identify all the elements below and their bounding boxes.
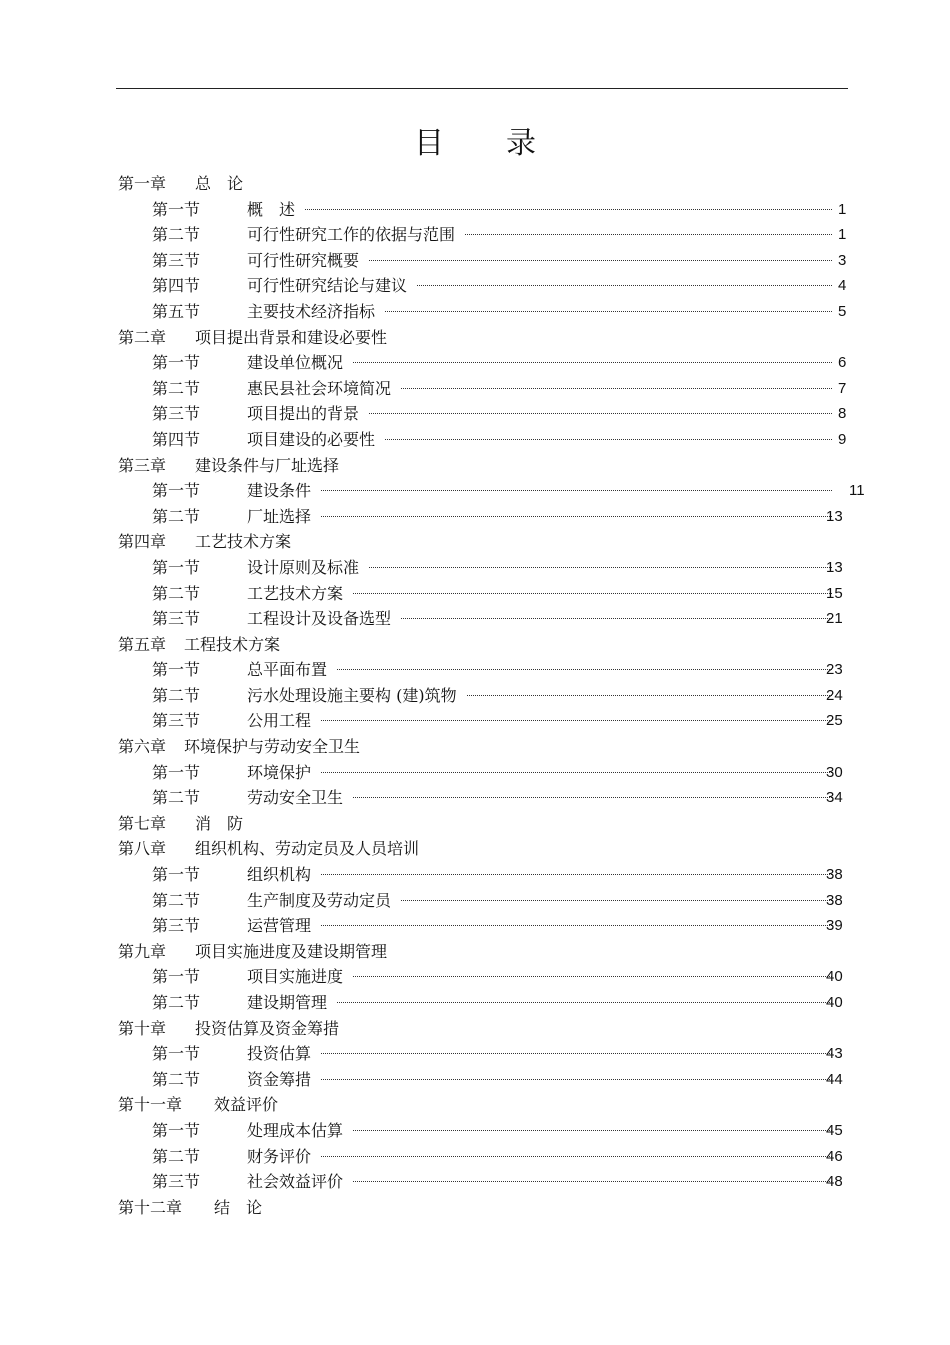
dot-leader: [321, 1053, 832, 1054]
page-number: 25: [826, 712, 843, 730]
section-number: 第三节: [152, 250, 201, 270]
section-title: 工程设计及设备选型: [247, 609, 392, 629]
toc-section: [0, 401, 950, 427]
dot-leader: [353, 976, 832, 977]
section-number: 第一节: [152, 660, 201, 680]
chapter-title: 环境保护与劳动安全卫生: [184, 737, 361, 757]
page-number: 1: [838, 200, 847, 218]
section-number: 第二节: [152, 506, 201, 526]
section-title: 运营管理: [247, 916, 312, 936]
section-number: 第一节: [152, 1120, 201, 1140]
chapter-title: 总 论: [195, 174, 244, 193]
section-title: 可行性研究结论与建议: [247, 276, 408, 296]
toc-section: [0, 1169, 950, 1195]
section-number: 第一节: [152, 762, 201, 782]
section-title: 环境保护: [247, 762, 312, 782]
page-number: 45: [826, 1121, 843, 1139]
page-number: 21: [826, 610, 843, 628]
section-title: 公用工程: [247, 711, 312, 731]
page-number: 13: [826, 507, 843, 525]
toc-section: [0, 990, 950, 1016]
chapter-title: 效益评价: [214, 1095, 279, 1115]
dot-leader: [401, 388, 832, 389]
page-number: 1: [838, 226, 847, 244]
toc-chapter: [0, 734, 950, 760]
section-number: 第五节: [152, 301, 201, 321]
section-number: 第二节: [152, 1146, 201, 1166]
toc-section: [0, 581, 950, 607]
section-number: 第一节: [152, 481, 201, 501]
chapter-title: 工艺技术方案: [195, 532, 292, 552]
dot-leader: [321, 516, 832, 517]
dot-leader: [321, 1079, 832, 1080]
section-title: 建设期管理: [247, 993, 328, 1012]
toc-section: [0, 478, 950, 504]
toc-title-char-2: 录: [506, 126, 536, 161]
chapter-number: 第二章: [118, 327, 167, 347]
chapter-number: 第十一章: [118, 1095, 183, 1115]
section-number: 第四节: [152, 429, 201, 449]
page-number: 38: [826, 866, 843, 884]
section-number: 第二节: [152, 225, 201, 245]
section-number: 第二节: [152, 1069, 201, 1089]
chapter-title: 投资估算及资金筹措: [195, 1018, 340, 1038]
section-number: 第一节: [152, 865, 201, 885]
toc-section: [0, 708, 950, 734]
section-title: 财务评价: [247, 1146, 312, 1166]
toc-section: [0, 683, 950, 709]
dot-leader: [417, 285, 832, 286]
toc-section: [0, 1144, 950, 1170]
toc-section: [0, 427, 950, 453]
page-number: 30: [826, 763, 843, 781]
page-number: 34: [826, 789, 843, 807]
section-title: 处理成本估算: [247, 1120, 344, 1140]
section-title: 设计原则及标准: [247, 557, 360, 577]
section-number: 第二节: [152, 993, 201, 1012]
section-title: 总平面布置: [247, 660, 328, 680]
page-number: 46: [826, 1147, 843, 1165]
dot-leader: [321, 490, 832, 491]
dot-leader: [337, 1002, 832, 1003]
toc-title: [0, 118, 950, 162]
section-number: 第一节: [152, 353, 201, 373]
chapter-number: 第四章: [118, 532, 167, 552]
chapter-title: 项目实施进度及建设期管理: [195, 941, 388, 961]
toc-chapter: [0, 171, 950, 197]
toc-section: [0, 350, 950, 376]
dot-leader: [467, 695, 832, 696]
page-number: 8: [838, 405, 847, 423]
chapter-title: 组织机构、劳动定员及人员培训: [195, 839, 420, 859]
page-number: 39: [826, 917, 843, 935]
section-title: 厂址选择: [247, 506, 312, 526]
section-number: 第二节: [152, 378, 201, 398]
section-number: 第一节: [152, 557, 201, 577]
section-number: 第二节: [152, 890, 201, 910]
page-number: 44: [826, 1070, 843, 1088]
toc-chapter: [0, 1092, 950, 1118]
section-number: 第一节: [152, 199, 201, 219]
toc-section: [0, 785, 950, 811]
section-title: 投资估算: [247, 1044, 312, 1064]
dot-leader: [353, 1181, 832, 1182]
section-number: 第三节: [152, 916, 201, 936]
page-number: 48: [826, 1173, 843, 1191]
toc-chapter: [0, 811, 950, 837]
toc-section: [0, 504, 950, 530]
section-number: 第一节: [152, 967, 201, 987]
toc-chapter: [0, 529, 950, 555]
chapter-title: 工程技术方案: [184, 634, 281, 654]
dot-leader: [369, 260, 832, 261]
toc-section: [0, 862, 950, 888]
toc-section: [0, 913, 950, 939]
toc-chapter: [0, 939, 950, 965]
header-rule: [116, 88, 848, 89]
page-number: 13: [826, 558, 843, 576]
chapter-number: 第五章: [118, 634, 167, 654]
toc-chapter: [0, 453, 950, 479]
section-number: 第二节: [152, 583, 201, 603]
chapter-number: 第八章: [118, 839, 167, 859]
page-number: 23: [826, 661, 843, 679]
section-title: 项目建设的必要性: [247, 429, 376, 449]
dot-leader: [321, 874, 832, 875]
toc-section: [0, 376, 950, 402]
section-title: 资金筹措: [247, 1069, 312, 1089]
dot-leader: [369, 567, 832, 568]
page-number: 3: [838, 251, 847, 269]
chapter-title: 建设条件与厂址选择: [195, 455, 340, 475]
section-title: 建设单位概况: [247, 353, 344, 373]
section-title: 项目实施进度: [247, 967, 344, 987]
section-title: 可行性研究概要: [247, 250, 360, 270]
page-number: 6: [838, 354, 847, 372]
toc-section: [0, 299, 950, 325]
page-number: 4: [838, 277, 847, 295]
toc-section: [0, 606, 950, 632]
toc-section: [0, 222, 950, 248]
section-title: 可行性研究工作的依据与范围: [247, 225, 456, 245]
section-number: 第二节: [152, 788, 201, 808]
chapter-number: 第九章: [118, 941, 167, 961]
page-number: 5: [838, 302, 847, 320]
dot-leader: [465, 234, 832, 235]
dot-leader: [353, 362, 832, 363]
toc-section: [0, 760, 950, 786]
section-title: 社会效益评价: [247, 1172, 344, 1192]
dot-leader: [369, 413, 832, 414]
dot-leader: [321, 1156, 832, 1157]
table-of-contents: [0, 171, 950, 1220]
dot-leader: [385, 311, 832, 312]
toc-section: [0, 1067, 950, 1093]
dot-leader: [321, 925, 832, 926]
chapter-number: 第六章: [118, 737, 167, 757]
section-title: 工艺技术方案: [247, 583, 344, 603]
page-number: 40: [826, 968, 843, 986]
toc-section: [0, 888, 950, 914]
section-number: 第一节: [152, 1044, 201, 1064]
toc-chapter: [0, 325, 950, 351]
page-number: 43: [826, 1045, 843, 1063]
page-number: 40: [826, 994, 843, 1011]
dot-leader: [321, 720, 832, 721]
section-title: 项目提出的背景: [247, 404, 360, 424]
page-number: 7: [838, 379, 847, 397]
dot-leader: [321, 772, 832, 773]
section-number: 第二节: [152, 685, 201, 705]
toc-section: [0, 248, 950, 274]
section-number: 第三节: [152, 609, 201, 629]
dot-leader: [353, 1130, 832, 1131]
chapter-title: 结 论: [214, 1197, 263, 1217]
page-number: 24: [826, 686, 843, 704]
toc-title-char-1: 目: [414, 126, 444, 161]
toc-section: [0, 273, 950, 299]
dot-leader: [305, 209, 832, 210]
toc-section: [0, 657, 950, 683]
section-title: 概 述: [247, 199, 296, 219]
dot-leader: [401, 900, 832, 901]
dot-leader: [353, 797, 832, 798]
chapter-title: 项目提出背景和建设必要性: [195, 327, 388, 347]
page-number: 9: [838, 430, 847, 448]
toc-section: [0, 964, 950, 990]
page-number: 38: [826, 891, 843, 909]
section-title: 劳动安全卫生: [247, 788, 344, 808]
toc-section: [0, 555, 950, 581]
page-number: 11: [849, 482, 865, 500]
section-title: 建设条件: [247, 481, 312, 501]
chapter-title: 消 防: [195, 813, 244, 833]
chapter-number: 第十章: [118, 1018, 167, 1038]
chapter-number: 第七章: [118, 813, 167, 833]
chapter-number: 第三章: [118, 455, 167, 475]
chapter-number: 第十二章: [118, 1197, 183, 1217]
toc-section: [0, 1041, 950, 1067]
section-title: 惠民县社会环境简况: [247, 378, 392, 398]
dot-leader: [385, 439, 832, 440]
dot-leader: [353, 593, 832, 594]
toc-chapter: [0, 836, 950, 862]
section-number: 第四节: [152, 276, 201, 296]
section-title: 组织机构: [247, 865, 312, 885]
section-title: 生产制度及劳动定员: [247, 890, 392, 910]
toc-chapter: [0, 632, 950, 658]
chapter-number: 第一章: [118, 174, 167, 193]
toc-section: [0, 1118, 950, 1144]
toc-chapter: [0, 1195, 950, 1221]
section-number: 第三节: [152, 1172, 201, 1192]
section-title: 污水处理设施主要构 (建)筑物: [247, 685, 457, 705]
section-number: 第三节: [152, 711, 201, 731]
toc-chapter: [0, 1016, 950, 1042]
toc-section: [0, 197, 950, 223]
page-number: 15: [826, 584, 843, 602]
section-title: 主要技术经济指标: [247, 301, 376, 321]
dot-leader: [337, 669, 832, 670]
dot-leader: [401, 618, 832, 619]
section-number: 第三节: [152, 404, 201, 424]
